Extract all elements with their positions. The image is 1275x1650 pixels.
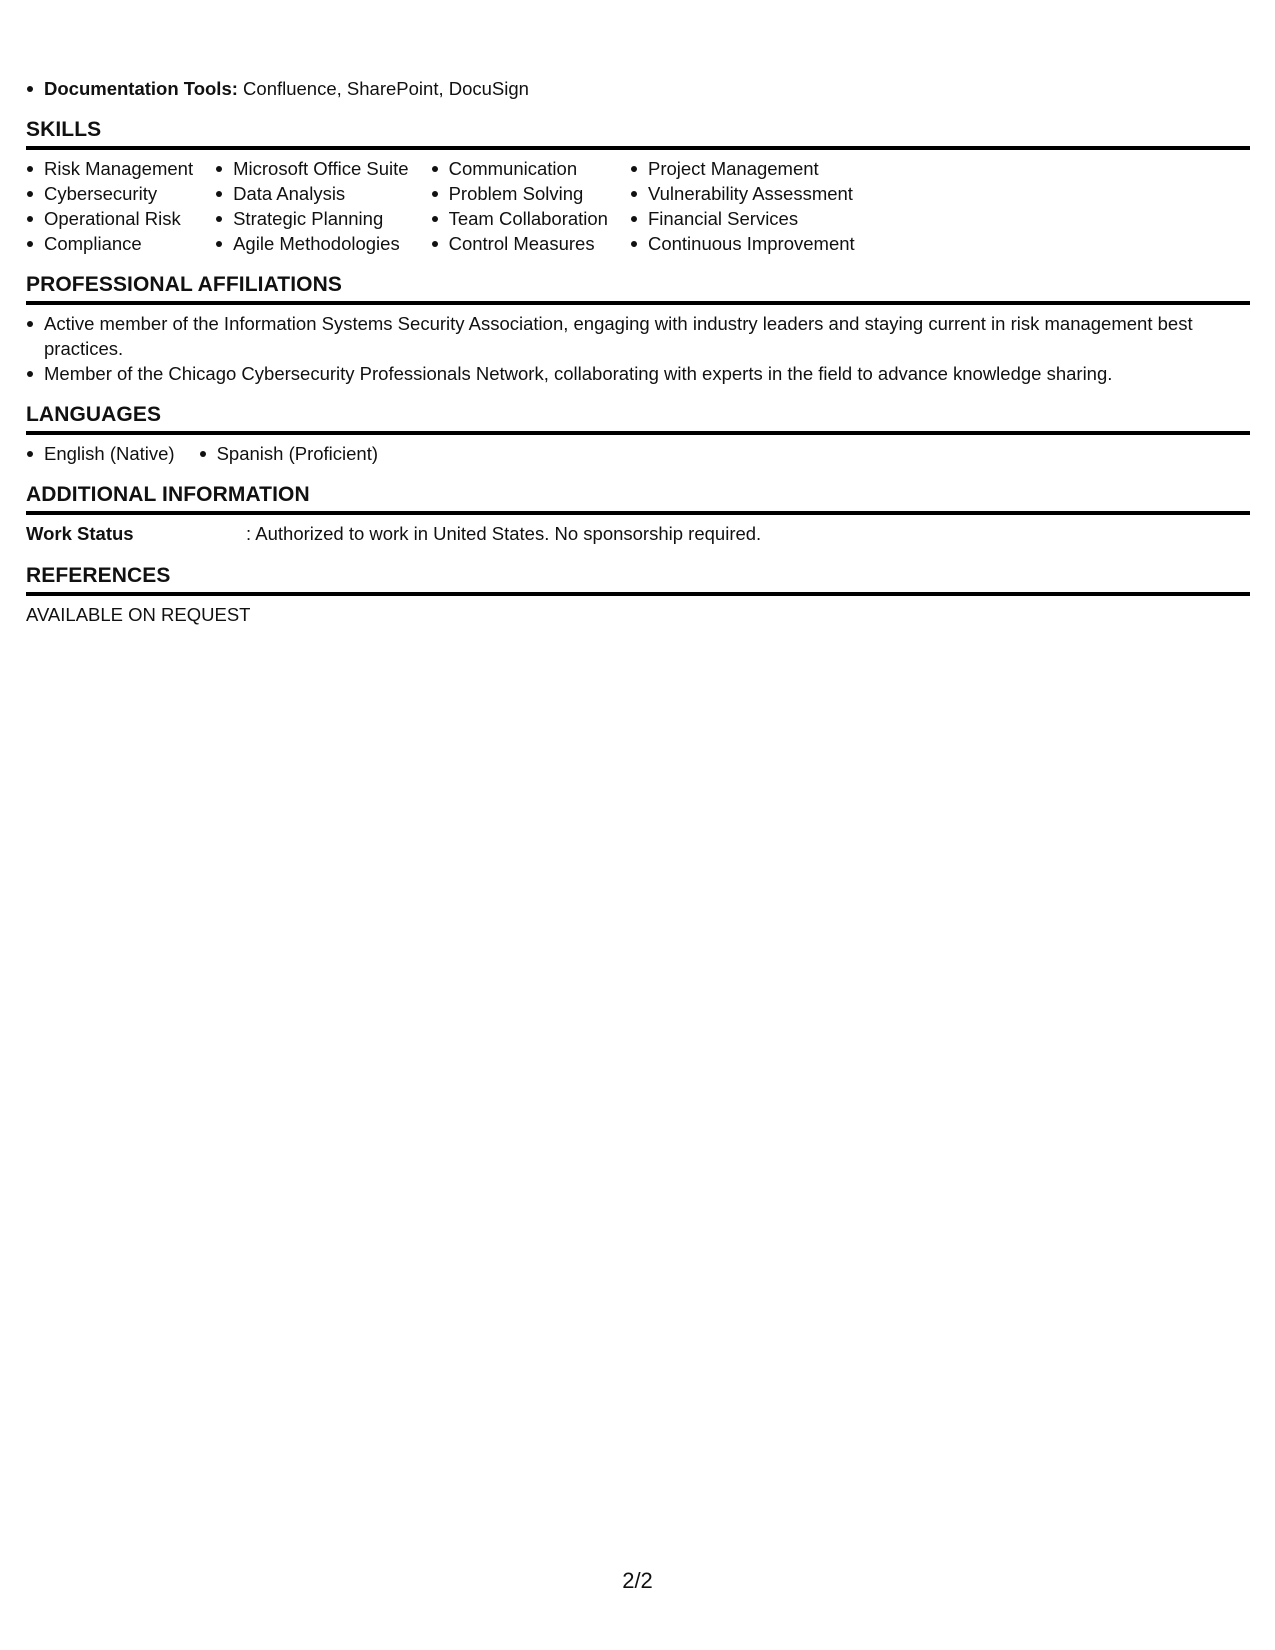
language-item: English (Native) xyxy=(26,441,175,466)
skills-column-3 xyxy=(431,156,608,256)
tools-list xyxy=(26,76,1250,101)
skills-section xyxy=(26,117,1250,256)
references-section xyxy=(26,563,1250,628)
skills-title: SKILLS xyxy=(26,117,1250,150)
skill-item: Vulnerability Assessment xyxy=(630,181,855,206)
tools-item xyxy=(26,76,1250,101)
skill-item: Agile Methodologies xyxy=(215,231,408,256)
work-status-value: : Authorized to work in United States. No sponsorship required. xyxy=(246,523,762,544)
affiliation-item: Member of the Chicago Cybersecurity Professionals Network, collaborating with experts in the field to advance knowledge sharing. xyxy=(26,361,1250,386)
language-item: Spanish (Proficient) xyxy=(199,441,378,466)
skill-item: Communication xyxy=(431,156,608,181)
skill-item: Operational Risk xyxy=(26,206,193,231)
affiliations-title: PROFESSIONAL AFFILIATIONS xyxy=(26,272,1250,305)
tools-label: Documentation Tools: xyxy=(44,78,238,99)
skills-column-2 xyxy=(215,156,408,256)
references-text: AVAILABLE ON REQUEST xyxy=(26,604,251,625)
skill-item: Team Collaboration xyxy=(431,206,608,231)
skills-column-4 xyxy=(630,156,855,256)
additional-title: ADDITIONAL INFORMATION xyxy=(26,482,1250,515)
skills-grid xyxy=(26,156,1250,256)
skill-item: Continuous Improvement xyxy=(630,231,855,256)
resume-page xyxy=(26,76,1250,628)
skill-item: Problem Solving xyxy=(431,181,608,206)
work-status-label: Work Status xyxy=(26,523,134,544)
skills-column-1 xyxy=(26,156,193,256)
tools-value: Confluence, SharePoint, DocuSign xyxy=(237,78,529,99)
page-number: 2/2 xyxy=(622,1568,653,1593)
affiliations-section xyxy=(26,272,1250,386)
additional-section xyxy=(26,482,1250,547)
skill-item: Strategic Planning xyxy=(215,206,408,231)
references-title: REFERENCES xyxy=(26,563,1250,596)
skill-item: Control Measures xyxy=(431,231,608,256)
skill-item: Project Management xyxy=(630,156,855,181)
work-status-row xyxy=(26,521,1250,547)
languages-title: LANGUAGES xyxy=(26,402,1250,435)
skill-item: Financial Services xyxy=(630,206,855,231)
languages-list xyxy=(26,441,1250,466)
skill-item: Compliance xyxy=(26,231,193,256)
skill-item: Data Analysis xyxy=(215,181,408,206)
languages-section xyxy=(26,402,1250,466)
affiliations-list xyxy=(26,311,1250,386)
skill-item: Risk Management xyxy=(26,156,193,181)
affiliation-item: Active member of the Information Systems Security Association, engaging with industry leaders and staying current in risk management best practices. xyxy=(26,311,1250,361)
skill-item: Microsoft Office Suite xyxy=(215,156,408,181)
skill-item: Cybersecurity xyxy=(26,181,193,206)
